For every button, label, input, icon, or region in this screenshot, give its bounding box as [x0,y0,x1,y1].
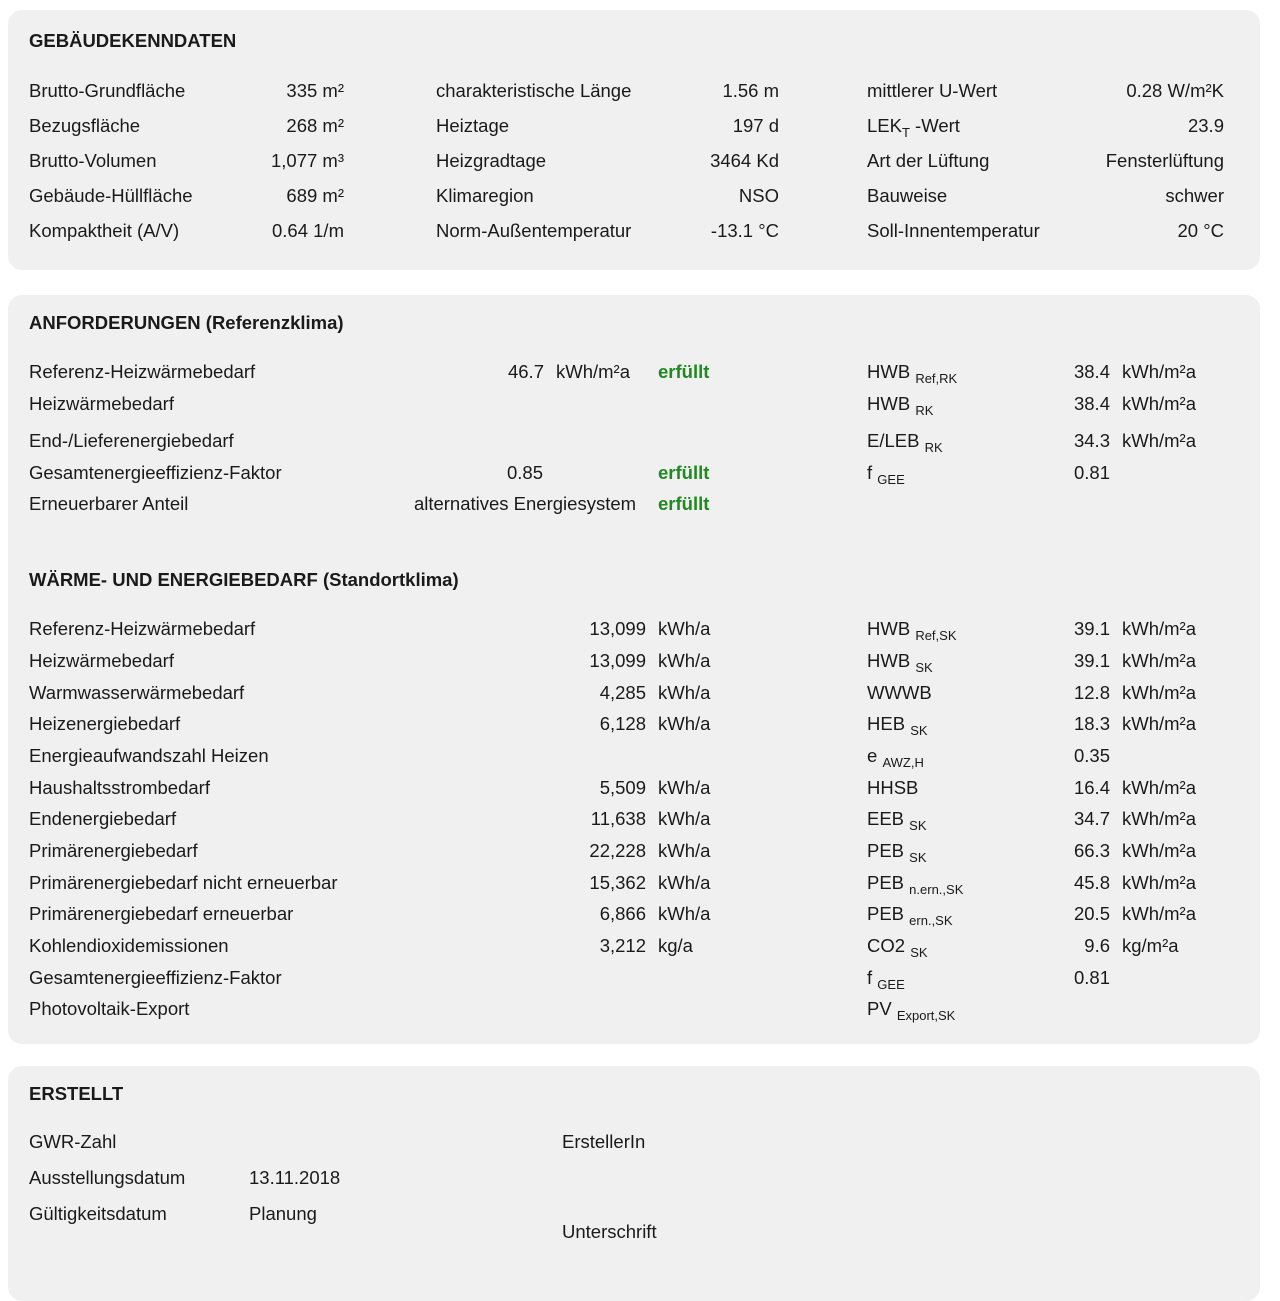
symbol [867,713,928,738]
symbol-subscript: GEE [877,472,905,487]
unterschrift-label: Unterschrift [562,1221,657,1242]
kennwert-unit: kWh/m²a [1122,430,1196,451]
kennwert-value: 0.81 [1073,462,1110,483]
kennwert-value: 45.8 [1073,872,1110,893]
geb-value: 1,077 m³ [270,150,344,171]
symbol-base: HEB [867,713,906,734]
symbol-subscript: SK [915,660,933,675]
geb-label: Gebäude-Hüllfläche [29,185,193,206]
symbol-subscript: GEE [877,977,905,992]
symbol-base: HWB [867,650,911,671]
symbol [867,935,928,960]
kennwert-unit: kWh/m²a [1122,713,1196,734]
symbol [867,618,957,643]
symbol [867,682,932,704]
anf-label: Referenz-Heizwärmebedarf [29,361,256,382]
symbol [867,808,927,833]
waerme-title-bold: WÄRME- UND ENERGIEBEDARF [29,569,318,590]
geb-value: 268 m² [286,115,344,136]
waerme-value: 4,285 [599,682,646,703]
anf-unit: kWh/m²a [556,361,630,382]
geb-value: 3464 Kd [710,150,779,171]
geb-value: 197 d [732,115,779,136]
geb-label [867,115,960,140]
symbol-subscript: SK [910,723,928,738]
kennwert-unit: kWh/m²a [1122,903,1196,924]
symbol-subscript: RK [915,403,934,418]
symbol [867,462,905,487]
geb-value: NSO [738,185,779,206]
waerme-label: Photovoltaik-Export [29,998,190,1019]
geb-label: Bezugsfläche [29,115,141,136]
symbol-base: PEB [867,872,905,893]
symbol-base: HHSB [867,777,919,798]
status-erfuellt: erfüllt [658,361,710,382]
gebaeudekenndaten-panel [8,10,1260,270]
anf-label: Gesamtenergieeffizienz-Faktor [29,462,282,483]
waerme-label: Referenz-Heizwärmebedarf [29,618,256,639]
waerme-value: 5,509 [599,777,646,798]
waerme-label: Endenergiebedarf [29,808,177,829]
erstellt-panel [8,1066,1260,1301]
geb-label: Kompaktheit (A/V) [29,220,180,241]
waerme-label: Primärenergiebedarf nicht erneuerbar [29,872,338,893]
kennwert-unit: kWh/m²a [1122,393,1196,414]
symbol [867,998,956,1023]
waerme-unit: kWh/a [658,777,711,798]
anf-label: Erneuerbarer Anteil [29,493,189,514]
geb-label-subscript: T [901,125,910,140]
waerme-unit: kWh/a [658,840,711,861]
waerme-value: 11,638 [590,808,646,829]
kennwert-unit: kWh/m²a [1122,361,1196,382]
waerme-value: 13,099 [589,618,646,639]
waerme-label: Warmwasserwärmebedarf [29,682,245,703]
ausstellungsdatum-value: 13.11.2018 [249,1167,341,1188]
symbol-subscript: AWZ,H [882,755,924,770]
symbol-subscript: ern.,SK [909,913,953,928]
symbol [867,777,918,799]
anforderungen-title-bold: ANFORDERUNGEN [29,312,201,333]
symbol-base: HWB [867,618,911,639]
kennwert-value: 38.4 [1073,361,1110,382]
geb-value: 23.9 [1187,115,1224,136]
symbol-subscript: RK [924,440,943,455]
status-erfuellt: erfüllt [658,462,710,483]
kennwert-value: 9.6 [1084,935,1110,956]
waerme-title-rest: (Standortklima) [317,569,459,590]
kennwert-unit: kWh/m²a [1122,618,1196,639]
symbol-base: PV [867,998,892,1019]
geb-value: 0.64 1/m [272,220,344,241]
symbol-subscript: Ref,RK [915,371,958,386]
waerme-value: 13,099 [589,650,646,671]
waerme-label: Gesamtenergieeffizienz-Faktor [29,967,282,988]
waerme-unit: kWh/a [658,872,711,893]
anf-value: alternatives Energiesystem [413,493,637,514]
waerme-value: 6,866 [599,903,646,924]
symbol-subscript: Export,SK [896,1008,956,1023]
anforderungen-title-rest: (Referenzklima) [200,312,344,333]
geb-value: Fensterlüftung [1105,150,1224,171]
waerme-label: Energieaufwandszahl Heizen [29,745,269,766]
symbol-subscript: SK [909,850,927,865]
kennwert-unit: kWh/m²a [1122,872,1196,893]
symbol-subscript: n.ern.,SK [909,882,964,897]
symbol-base: CO2 [867,935,906,956]
waerme-unit: kWh/a [658,808,711,829]
symbol [867,393,934,418]
kennwert-value: 0.35 [1073,745,1110,766]
kennwert-unit: kWh/m²a [1122,777,1196,798]
waerme-value: 15,362 [589,872,646,893]
geb-label: Brutto-Grundfläche [29,80,186,101]
symbol-subscript: SK [909,818,927,833]
geb-label: charakteristische Länge [436,80,632,101]
waerme-value: 22,228 [589,840,646,861]
symbol [867,745,924,770]
kennwert-value: 20.5 [1073,903,1110,924]
kennwert-value: 38.4 [1073,393,1110,414]
symbol-base: e [867,745,878,766]
kennwert-unit: kWh/m²a [1122,808,1196,829]
symbol-base: EEB [867,808,905,829]
kennwert-value: 12.8 [1073,682,1110,703]
waerme-unit: kg/a [658,935,693,956]
symbol-base: WWWB [867,682,932,703]
symbol-base: HWB [867,393,911,414]
geb-label: Heiztage [436,115,510,136]
symbol [867,967,905,992]
symbol [867,650,933,675]
waerme-label: Primärenergiebedarf [29,840,198,861]
kennwert-unit: kWh/m²a [1122,650,1196,671]
gueltigkeitsdatum-value: Planung [249,1203,317,1224]
status-erfuellt: erfüllt [658,493,710,514]
waerme-label: Primärenergiebedarf erneuerbar [29,903,294,924]
ausstellungsdatum-label: Ausstellungsdatum [29,1167,186,1188]
gebaeudekenndaten-title: GEBÄUDEKENNDATEN [29,30,237,51]
geb-label: Norm-Außentemperatur [436,220,632,241]
anf-label: Heizwärmebedarf [29,393,174,414]
kennwert-value: 66.3 [1073,840,1110,861]
anf-value: 46.7 [507,361,544,382]
geb-value: 0.28 W/m²K [1126,80,1224,101]
ersteller-label: ErstellerIn [562,1131,646,1152]
waerme-label: Haushaltsstrombedarf [29,777,210,798]
geb-label: Art der Lüftung [867,150,990,171]
symbol-base: E/LEB [867,430,920,451]
symbol-base: f [867,462,873,483]
symbol [867,840,927,865]
geb-value: schwer [1165,185,1224,206]
symbol-base: HWB [867,361,911,382]
kennwert-value: 34.3 [1073,430,1110,451]
geb-label: Soll-Innentemperatur [867,220,1040,241]
kennwert-value: 16.4 [1073,777,1110,798]
gwr-label: GWR-Zahl [29,1131,117,1152]
anf-value: 0.85 [506,462,543,483]
kennwert-value: 0.81 [1073,967,1110,988]
symbol [867,361,958,386]
kennwert-value: 34.7 [1073,808,1110,829]
kennwert-unit: kWh/m²a [1122,682,1196,703]
symbol-base: PEB [867,840,905,861]
geb-value: 689 m² [286,185,344,206]
anforderungen-panel [8,295,1260,1044]
kennwert-unit: kg/m²a [1122,935,1179,956]
waerme-title [29,569,459,591]
erstellt-title: ERSTELLT [29,1083,124,1104]
geb-label: Bauweise [867,185,948,206]
anf-label: End-/Lieferenergiebedarf [29,430,234,451]
waerme-value: 3,212 [599,935,646,956]
waerme-label: Heizwärmebedarf [29,650,174,671]
symbol-subscript: Ref,SK [915,628,957,643]
geb-value: 335 m² [286,80,344,101]
geb-value: -13.1 °C [710,220,779,241]
symbol [867,430,943,455]
geb-label: Brutto-Volumen [29,150,157,171]
symbol-base: f [867,967,873,988]
waerme-label: Heizenergiebedarf [29,713,181,734]
symbol-subscript: SK [910,945,928,960]
geb-value: 1.56 m [722,80,779,101]
symbol [867,903,953,928]
symbol [867,872,964,897]
kennwert-unit: kWh/m²a [1122,840,1196,861]
geb-label: mittlerer U-Wert [867,80,998,101]
kennwert-value: 39.1 [1073,650,1110,671]
anforderungen-title [29,312,344,334]
geb-label-base: LEK [867,115,902,136]
waerme-unit: kWh/a [658,618,711,639]
geb-label: Heizgradtage [436,150,547,171]
symbol-base: PEB [867,903,905,924]
waerme-unit: kWh/a [658,650,711,671]
waerme-label: Kohlendioxidemissionen [29,935,229,956]
kennwert-value: 39.1 [1073,618,1110,639]
gueltigkeitsdatum-label: Gültigkeitsdatum [29,1203,167,1224]
waerme-unit: kWh/a [658,903,711,924]
geb-label: Klimaregion [436,185,534,206]
kennwert-value: 18.3 [1073,713,1110,734]
geb-value: 20 °C [1177,220,1224,241]
waerme-unit: kWh/a [658,682,711,703]
waerme-unit: kWh/a [658,713,711,734]
geb-label-suffix: -Wert [909,115,960,136]
waerme-value: 6,128 [599,713,646,734]
